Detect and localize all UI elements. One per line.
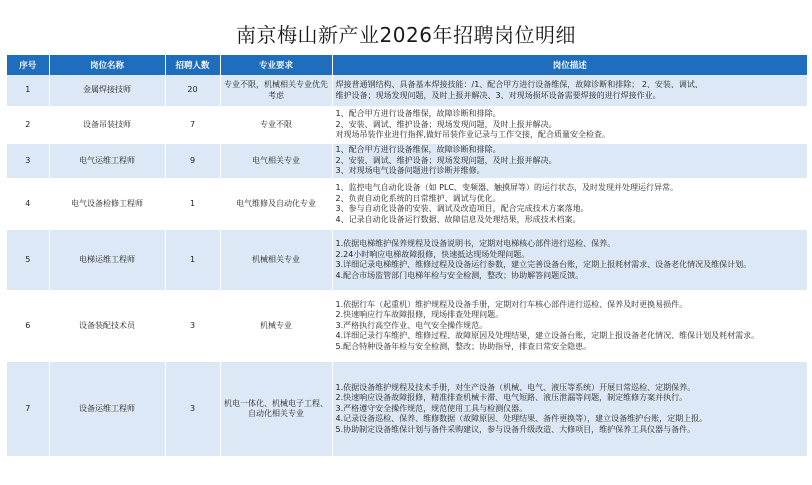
table-header-row	[7, 55, 807, 75]
row-description	[332, 291, 807, 361]
row-no: 7	[7, 361, 49, 457]
row-no: 4	[7, 179, 49, 229]
header-position: 岗位名称	[49, 55, 165, 75]
row-requirement: 机械专业	[220, 291, 332, 361]
row-requirement: 专业不限，机械相关专业优先考虑	[220, 75, 332, 107]
row-position: 金属焊接技师	[49, 75, 165, 107]
row-description	[332, 361, 807, 457]
desc-line: 1、配合甲方进行设备维保，故障诊断和排除。	[335, 109, 501, 119]
table-row	[7, 229, 807, 291]
row-position: 电梯运维工程师	[49, 229, 165, 291]
header-count: 招聘人数	[165, 55, 220, 75]
desc-line: 1.依据行车（起重机）维护规程及设备手册，定期对行车核心部件进行巡检、保养及时更换易损件。	[335, 299, 688, 309]
row-requirement: 机电一体化、机械电子工程、自动化相关专业	[220, 361, 332, 457]
desc-line: 1.依据设备维护规程及技术手册，对生产设备（机械、电气、液压等系统）开展日常巡检、定期保养。	[335, 382, 696, 392]
desc-line: 2、安装、调试、维护设备；现场发现问题，及时上报并解决。	[335, 155, 557, 165]
row-description	[332, 179, 807, 229]
table-row	[7, 179, 807, 229]
row-description	[332, 143, 807, 179]
row-no: 3	[7, 143, 49, 179]
desc-line: 2.24小时响应电梯故障报修，快速抵达现场处理问题。	[335, 249, 530, 259]
row-count: 7	[165, 107, 220, 143]
desc-line: 2、负责自动化系统的日常维护、调试与优化。	[335, 193, 501, 203]
row-count: 9	[165, 143, 220, 179]
desc-line: 4.记录设备巡检、保养、维修数据（故障原因、处理结果、备件更换等），建立设备维护台账，定期上报。	[335, 414, 708, 424]
table-row	[7, 361, 807, 457]
page-title: 南京梅山新产业2026年招聘岗位明细	[236, 23, 576, 47]
row-description	[332, 107, 807, 143]
row-count: 1	[165, 179, 220, 229]
row-position: 设备装配技术员	[49, 291, 165, 361]
row-position: 电气设备检修工程师	[49, 179, 165, 229]
desc-line: 2、安装、调试、维护设备；现场发现问题，及时上报并解决。	[335, 119, 557, 129]
row-requirement: 机械相关专业	[220, 229, 332, 291]
row-position: 设备吊装技师	[49, 107, 165, 143]
desc-line: 维护设备；现场发现问题，及时上报并解决、3、对现场损坏设备需要焊接的进行焊接作业。	[335, 90, 661, 100]
header-requirement: 专业要求	[220, 55, 332, 75]
row-requirement: 专业不限	[220, 107, 332, 143]
desc-line: 焊接普通钢结构、具备基本焊接技能：/1、配合甲方进行设备维保，故障诊断和排除； 2、安装、调试、	[335, 80, 703, 89]
desc-line: 3.详细记录电梯维护、维修过程及设备运行参数，建立完善设备台账，定期上报耗材需求、设备老化情况及维保计划。	[335, 260, 752, 269]
row-count: 1	[165, 229, 220, 291]
table-row	[7, 75, 807, 107]
row-count: 3	[165, 291, 220, 361]
header-no: 序号	[7, 55, 49, 75]
desc-line: 4、记录自动化设备运行数据、故障信息及处理结果，形成技术档案。	[335, 214, 581, 224]
desc-line: 4.配合市场监管部门电梯年检与安全检测，整改；协助解答问题反馈。	[335, 270, 584, 280]
desc-line: 4.详细记录行车维护、维修过程、故障原因及处理结果，建立设备台账，定期上报设备老化情况、维保计划及耗材需求。	[335, 331, 760, 341]
desc-line: 3、对现场电气设备问题进行诊断并维修。	[335, 166, 485, 176]
recruitment-table	[7, 55, 807, 458]
desc-line: 2.快速响应设备故障报修，精准排查机械卡滞、电气短路、液压泄漏等问题，制定维修方案并执行。	[335, 393, 688, 403]
desc-line: 3.严格执行高空作业、电气安全操作规范。	[335, 320, 488, 330]
row-position: 电气运维工程师	[49, 143, 165, 179]
desc-line: 3、参与自动化设备的安装、调试及改造项目，配合完成技术方案落地。	[335, 204, 589, 213]
row-no: 5	[7, 229, 49, 291]
table-row	[7, 107, 807, 143]
row-no: 1	[7, 75, 49, 107]
row-no: 2	[7, 107, 49, 143]
row-description	[332, 75, 807, 107]
row-count: 3	[165, 361, 220, 457]
table-row	[7, 143, 807, 179]
row-requirement: 电气相关专业	[220, 143, 332, 179]
header-description: 岗位描述	[332, 55, 807, 75]
desc-line: 3.严格遵守安全操作规范，规范使用工具与检测仪器。	[335, 403, 528, 413]
desc-line: 1.依据电梯维护保养规程及设备说明书，定期对电梯核心部件进行巡检、保养。	[335, 239, 616, 248]
row-description	[332, 229, 807, 291]
row-no: 6	[7, 291, 49, 361]
row-count: 20	[165, 75, 220, 107]
desc-line: 5.协助制定设备维保计划与备件采购建议，参与设备升级改造、大修项目，维护保养工具仪器与备件。	[335, 424, 696, 434]
desc-line: 1、配合甲方进行设备维保，故障诊断和排除。	[335, 145, 501, 155]
desc-line: 1、监控电气自动化设备（如 PLC、变频器、触摸屏等）的运行状态，及时发现并处理运行异常。	[335, 183, 678, 192]
row-position: 设备运维工程师	[49, 361, 165, 457]
desc-line: 5.配合特种设备年检与安全检测，整改；协助指导，排查日常安全隐患。	[335, 341, 592, 351]
row-requirement: 电气维修及自动化专业	[220, 179, 332, 229]
desc-line: 2.快速响应行车故障报修，现场排查处理问题。	[335, 310, 504, 320]
table-row	[7, 291, 807, 361]
desc-line: 对现场吊装作业进行指挥,做好吊装作业记录与工作交接，配合质量安全检查。	[335, 130, 611, 140]
